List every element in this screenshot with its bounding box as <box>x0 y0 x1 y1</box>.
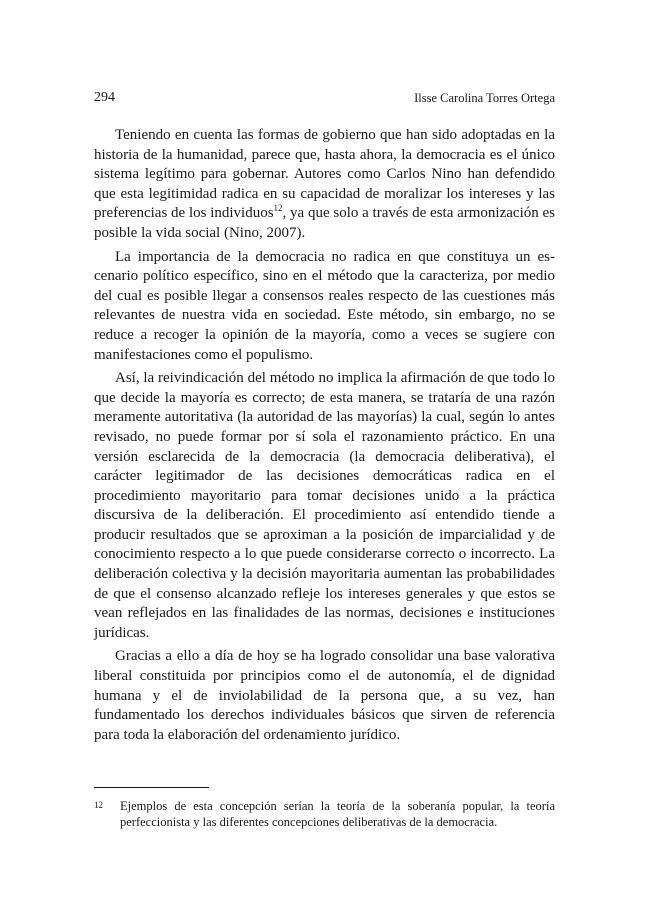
page-number: 294 <box>94 90 115 105</box>
footnote-reference[interactable]: 12 <box>273 203 283 214</box>
paragraph-1 <box>94 126 555 244</box>
page-header <box>94 90 555 110</box>
paragraph-4: Gracias a ello a día de hoy se ha logrado consolidar una base valorativa liberal constituida por principios como el de autonomía, el de dignidad humana y el de inviolabilidad de la persona que, a su vez, han fundamentado los derechos individuales básicos que sirven de referencia para toda la elaboración del ordenamiento jurídico. <box>94 648 555 743</box>
paragraph-2: La importancia de la democracia no radica en que constituya un escenario político específico, sino en el método que la caracteriza, por medio del cual es posible llegar a consensos reales respecto de las cuestiones más relevantes de nuestra vida en sociedad. Este método, sin embargo, no se reduce a recoger la opinión de la mayoría, como a veces se sugiere con manifestaciones como el populismo. <box>94 248 555 363</box>
body-text <box>94 126 555 749</box>
paragraph-1-text-before: Teniendo en cuenta las formas de gobierno que han sido adoptadas en la historia de la humanidad, parece que, hasta ahora, la democracia es el único sistema legítimo para gobernar. Autores como Carlos Nino han defendido que esta legitimidad radica en su capacidad de moralizar los intereses y las preferencias de los individuos <box>94 127 555 222</box>
footnote-text: Ejemplos de esta concepción serían la teoría de la soberanía popular, la teoría perfeccionista y las diferentes concepciones deliberativas de la democracia. <box>120 799 555 829</box>
paragraph-3: Así, la reivindicación del método no implica la afirmación de que todo lo que decide la mayoría es correcto; de esta manera, se trataría de una razón meramente autoritativa (la autoridad de las mayorías) la cual, según lo antes revisado, no puede formar por sí sola el razonamiento práctico. En una versión esclarecida de la democracia (la democracia deliberativa), el carácter legitimador de las decisiones democráticas radica en el procedimiento mayoritario para tomar decisiones unido a la práctica discursiva de la deliberación. El procedimiento así entendido tiende a producir resultados que se aproximan a la posición de imparcialidad y de conocimiento respecto a lo que puede considerarse correcto o incorrecto. La deliberación colectiva y la decisión mayoritaria aumentan las probabilidades de que el consenso alcanzado refleje los intereses generales y que estos se vean reflejados en las finalidades de las normas, decisiones e instituciones jurídicas. <box>94 370 555 641</box>
footnote-number: 12 <box>94 800 103 810</box>
footnote-divider <box>94 787 209 788</box>
paragraph-1-text-after: , ya que solo a través de esta armonización es posible la vida social (Nino, 2007). <box>94 205 555 241</box>
footnote <box>94 798 555 830</box>
running-head-author: Ilsse Carolina Torres Ortega <box>414 91 555 105</box>
